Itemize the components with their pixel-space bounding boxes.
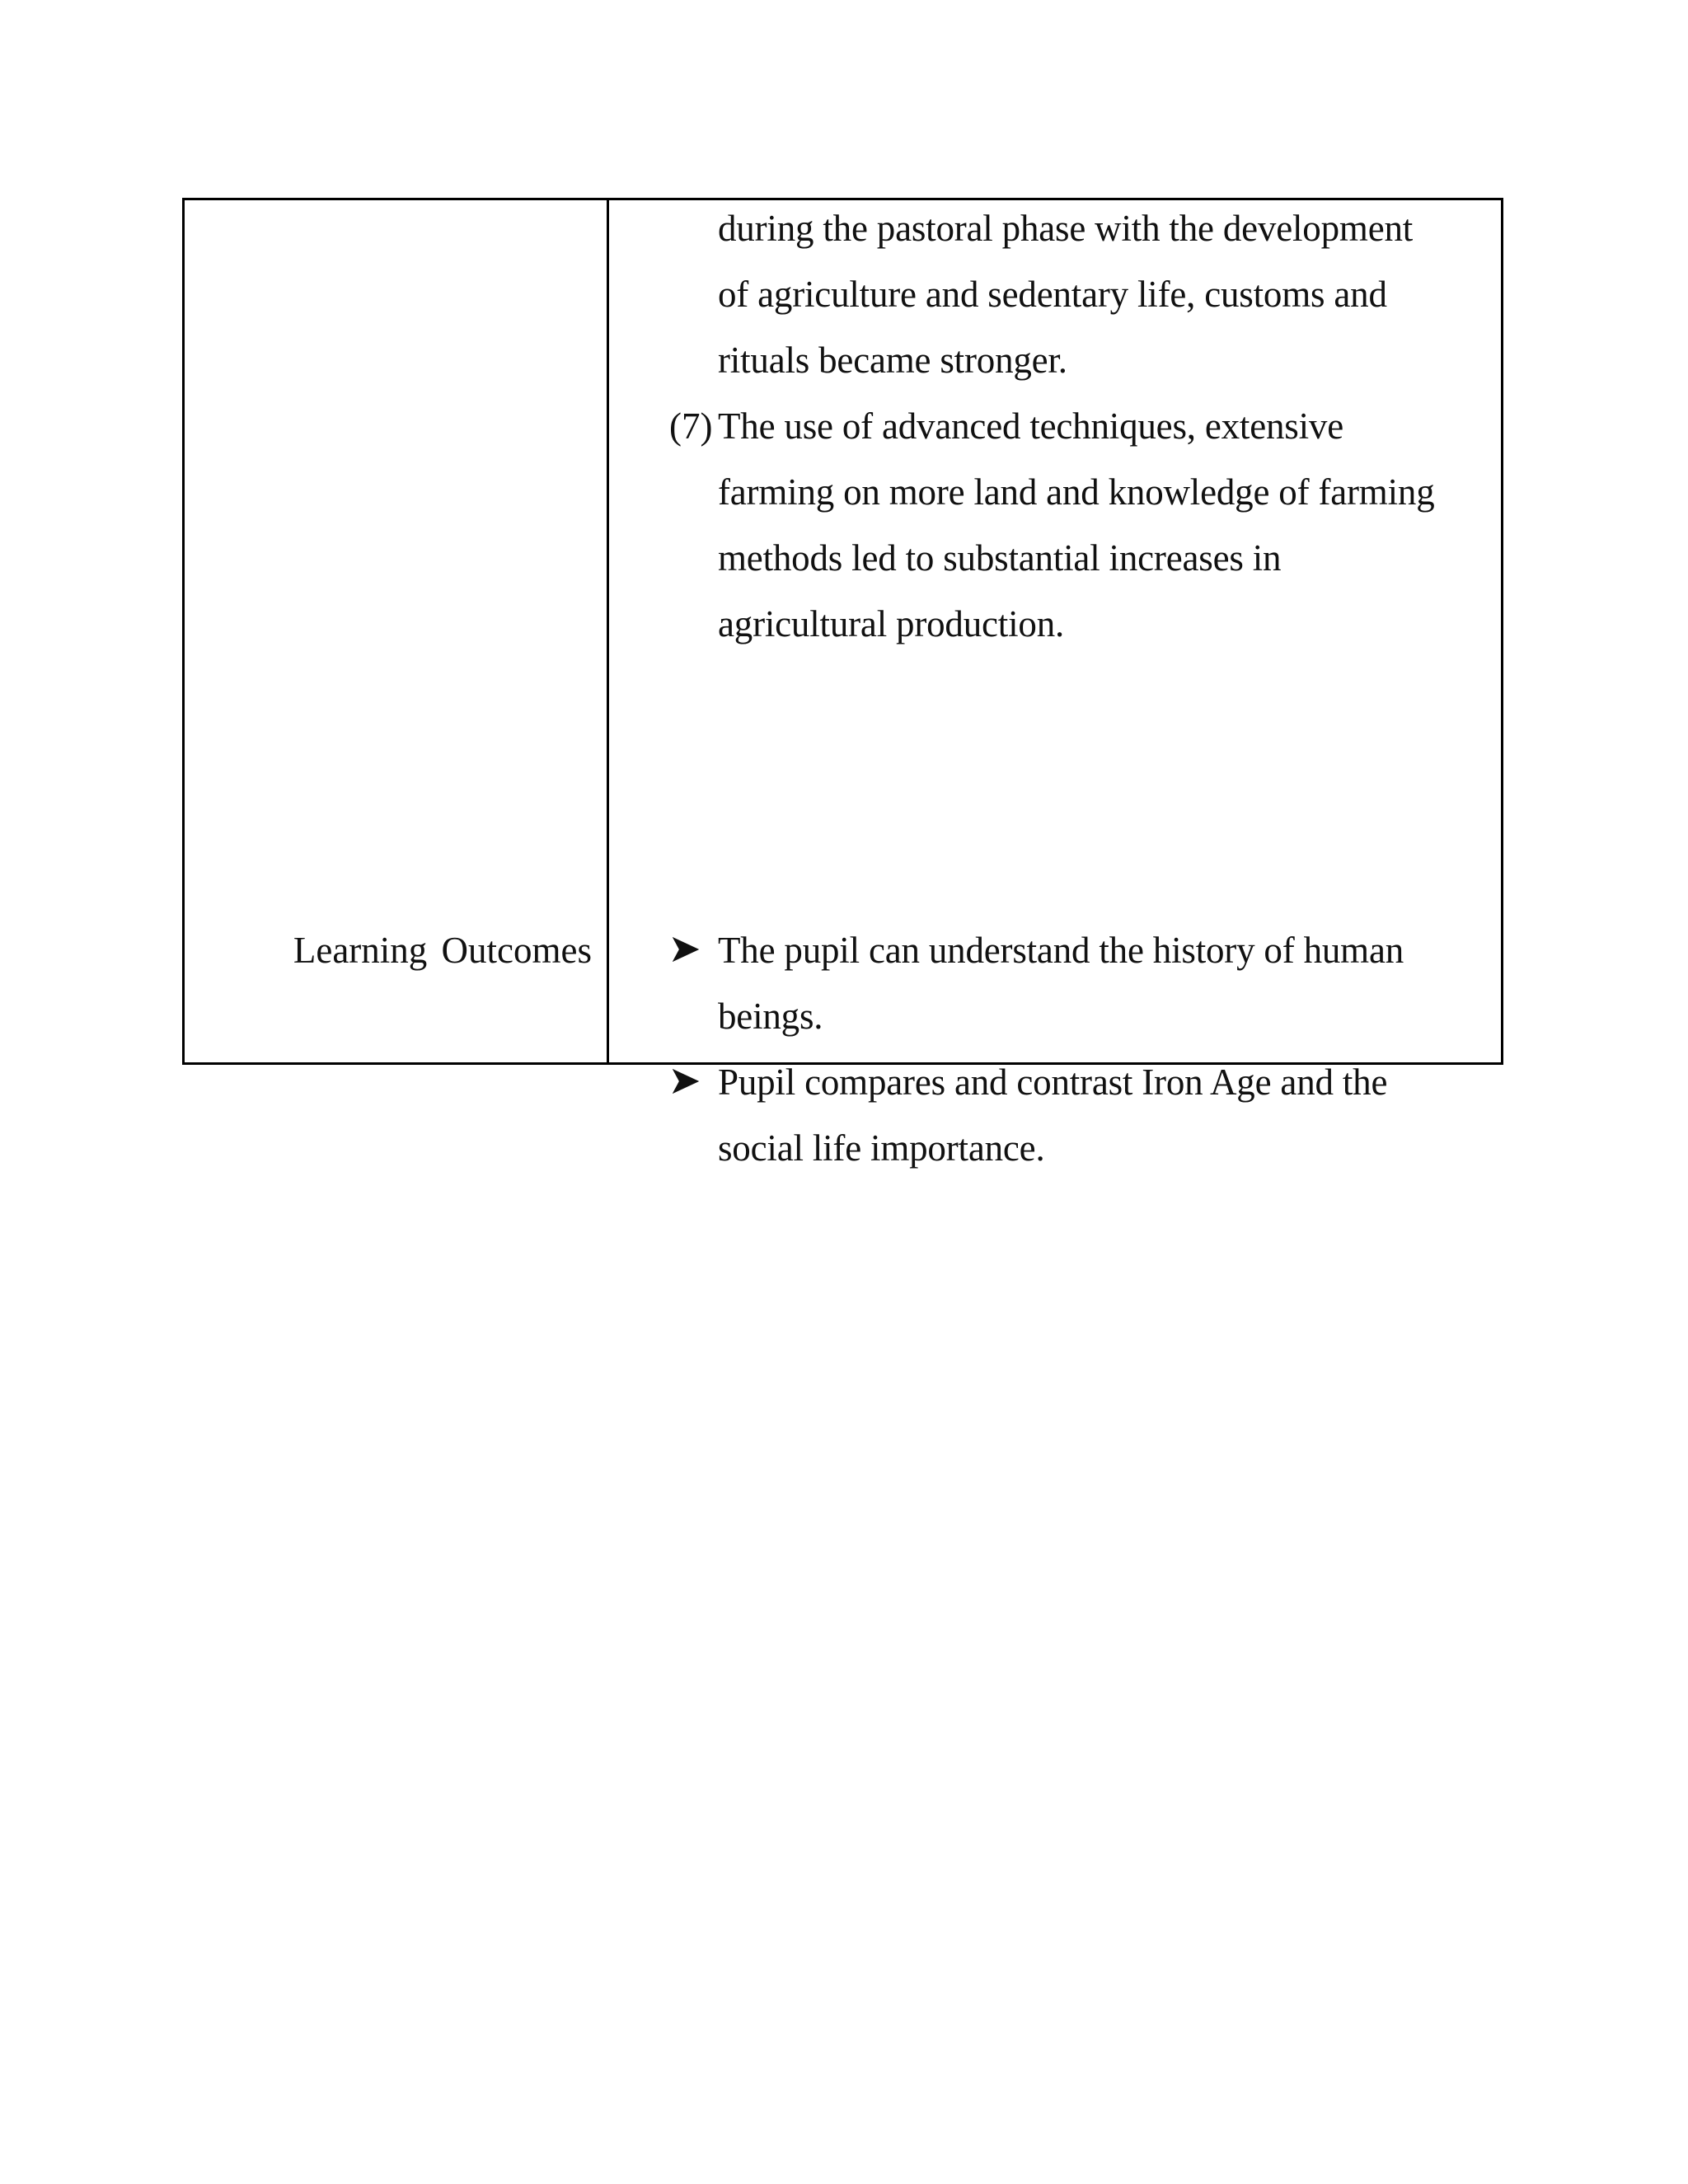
continued-line-1: during the pastoral phase with the development [718, 208, 1414, 249]
item-7-line-1: The use of advanced techniques, extensive [718, 405, 1343, 447]
outcome-1-line-2: beings. [718, 996, 823, 1037]
item-7-line-4: agricultural production. [718, 603, 1065, 644]
outcome-2-line-2: social life importance. [718, 1127, 1045, 1169]
item-7-marker: (7) [669, 405, 713, 447]
content-table [182, 198, 1503, 1169]
column-divider [607, 200, 609, 1062]
learning-outcomes-label: Learning Outcomes [293, 930, 592, 971]
continued-line-3: rituals became stronger. [718, 340, 1067, 381]
arrow-bullet-icon [671, 917, 704, 983]
item-7-line-2: farming on more land and knowledge of farming [718, 471, 1435, 513]
item-7-line-3: methods led to substantial increases in [718, 537, 1282, 579]
outcome-2-line-1: Pupil compares and contrast Iron Age and the [718, 1062, 1388, 1103]
outcome-1-line-1: The pupil can understand the history of human [718, 930, 1404, 971]
continued-line-2: of agriculture and sedentary life, customs and [718, 274, 1387, 315]
arrow-bullet-icon [671, 1049, 704, 1115]
